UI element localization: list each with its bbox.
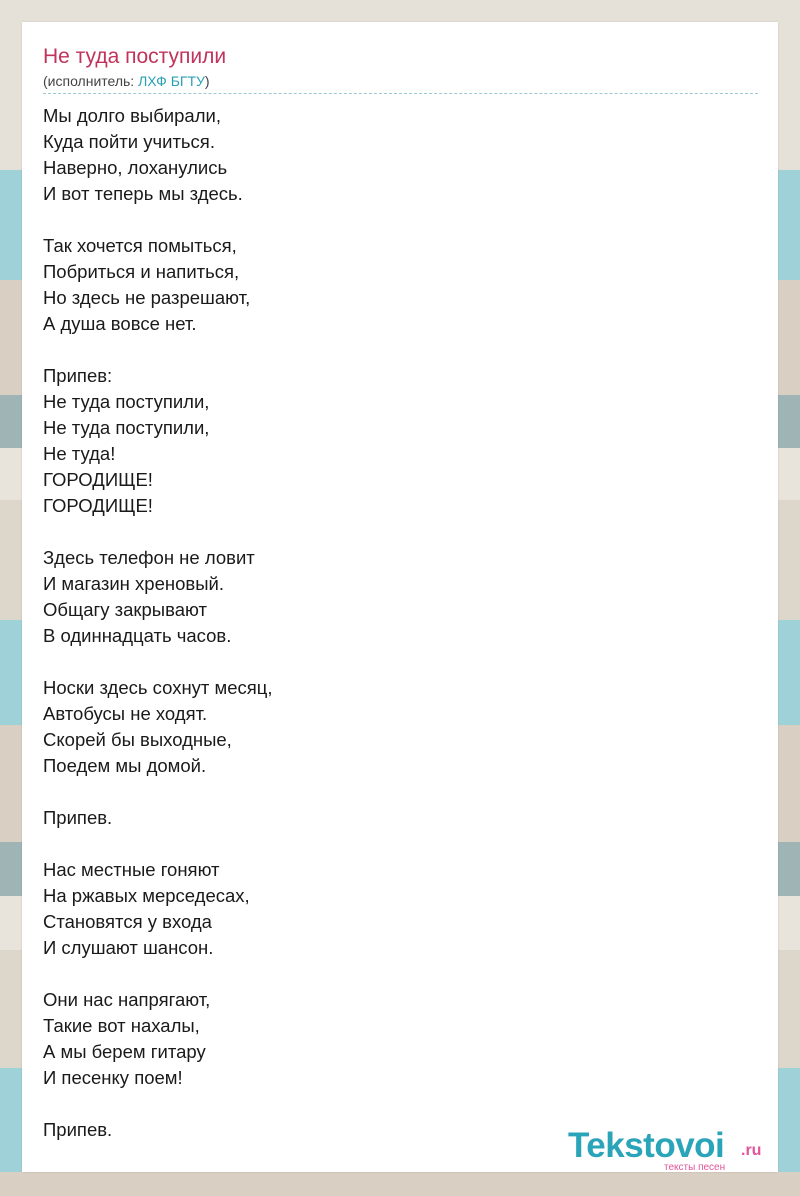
- lyric-line: Они нас напрягают,: [43, 989, 211, 1010]
- logo-tagline: тексты песен: [664, 1162, 726, 1173]
- lyric-line: И вот теперь мы здесь.: [43, 183, 243, 204]
- lyric-line: ГОРОДИЩЕ!: [43, 495, 153, 516]
- artist-link[interactable]: ЛХФ БГТУ: [138, 73, 205, 89]
- lyric-line: Мы долго выбирали,: [43, 105, 221, 126]
- logo-wordmark: Tekstovoi: [568, 1126, 725, 1165]
- logo-domain-suffix: .ru: [741, 1142, 762, 1159]
- lyric-line: Не туда!: [43, 443, 116, 464]
- lyric-line: Но здесь не разрешают,: [43, 287, 251, 308]
- lyric-line: Становятся у входа: [43, 911, 212, 932]
- lyric-line: ГОРОДИЩЕ!: [43, 469, 153, 490]
- artist-suffix: ): [204, 73, 210, 89]
- stanza-break: [43, 831, 743, 857]
- lyric-line: Носки здесь сохнут месяц,: [43, 677, 273, 698]
- lyric-line: Не туда поступили,: [43, 391, 210, 412]
- stanza-break: [43, 961, 743, 987]
- lyric-line: Побриться и напиться,: [43, 261, 240, 282]
- stanza-break: [43, 1091, 743, 1117]
- artist-line: [43, 72, 210, 90]
- lyric-line: Поедем мы домой.: [43, 755, 207, 776]
- stanza-break: [43, 779, 743, 805]
- lyrics-card: [22, 22, 778, 1172]
- stanza-break: [43, 337, 743, 363]
- lyric-line: Нас местные гоняют: [43, 859, 220, 880]
- lyric-line: В одиннадцать часов.: [43, 625, 232, 646]
- lyric-line: И магазин хреновый.: [43, 573, 224, 594]
- lyric-line: А мы берем гитару: [43, 1041, 206, 1062]
- stanza-break: [43, 649, 743, 675]
- lyric-line: И песенку поем!: [43, 1067, 183, 1088]
- chorus-label: Припев:: [43, 365, 113, 386]
- lyrics-text: [43, 103, 743, 1143]
- site-logo[interactable]: [568, 1126, 778, 1173]
- lyric-line: Здесь телефон не ловит: [43, 547, 255, 568]
- lyric-line: На ржавых мерседесах,: [43, 885, 250, 906]
- song-title: Не туда поступили: [43, 45, 227, 68]
- stanza-break: [43, 519, 743, 545]
- lyric-line: Не туда поступили,: [43, 417, 210, 438]
- lyric-line: Автобусы не ходят.: [43, 703, 208, 724]
- chorus-label: Припев.: [43, 1119, 113, 1140]
- lyric-line: А душа вовсе нет.: [43, 313, 197, 334]
- artist-prefix: (исполнитель:: [43, 73, 139, 89]
- title-divider: [43, 93, 758, 94]
- chorus-label: Припев.: [43, 807, 113, 828]
- lyric-line: И слушают шансон.: [43, 937, 214, 958]
- lyric-line: Скорей бы выходные,: [43, 729, 232, 750]
- stanza-break: [43, 207, 743, 233]
- lyric-line: Так хочется помыться,: [43, 235, 237, 256]
- lyric-line: Куда пойти учиться.: [43, 131, 215, 152]
- lyric-line: Общагу закрывают: [43, 599, 207, 620]
- lyric-line: Наверно, лоханулись: [43, 157, 228, 178]
- lyric-line: Такие вот нахалы,: [43, 1015, 200, 1036]
